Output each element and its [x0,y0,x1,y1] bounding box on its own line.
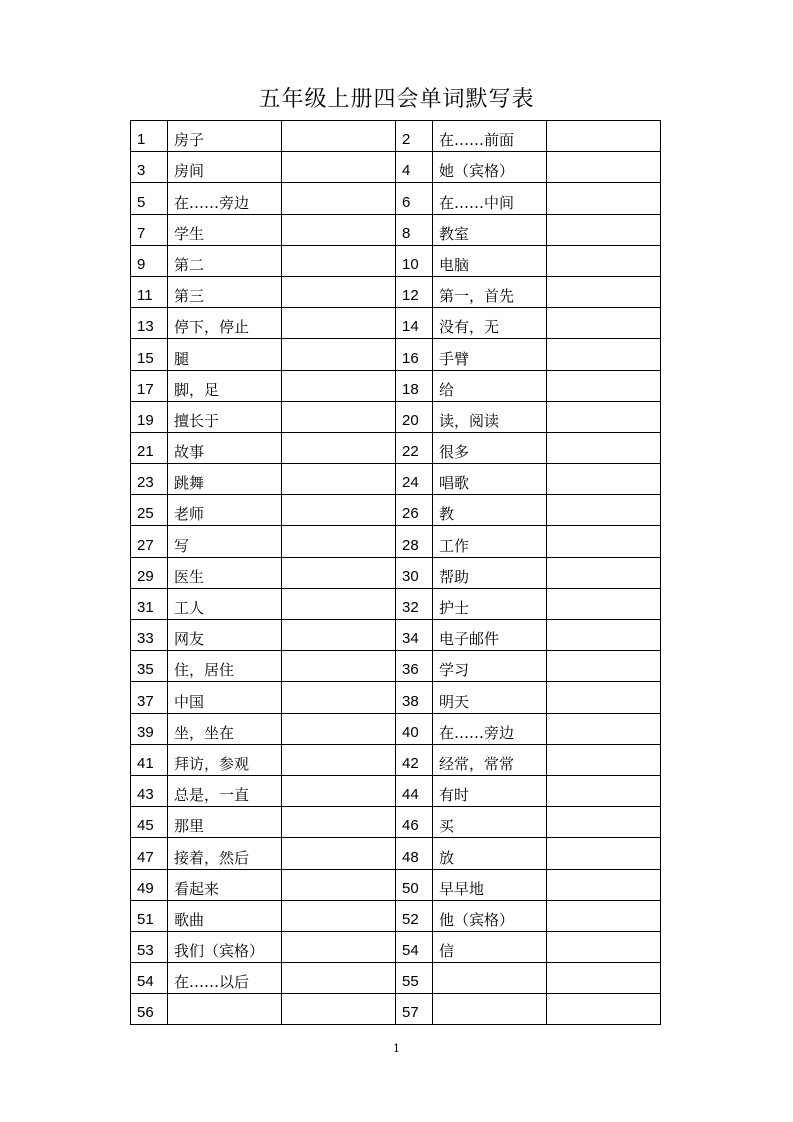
table-row [131,807,661,838]
table-row [131,557,661,588]
item-number: 9 [131,245,168,276]
answer-cell[interactable] [282,339,396,370]
item-number: 54 [131,963,168,994]
item-number: 42 [396,744,433,775]
chinese-word: 很多 [433,432,547,463]
item-number: 49 [131,869,168,900]
chinese-word: 唱歌 [433,464,547,495]
answer-cell[interactable] [547,495,661,526]
answer-cell[interactable] [547,339,661,370]
item-number: 53 [131,931,168,962]
item-number: 2 [396,121,433,152]
chinese-word: 在……前面 [433,121,547,152]
item-number: 18 [396,370,433,401]
answer-cell[interactable] [282,775,396,806]
item-number: 26 [396,495,433,526]
table-row [131,276,661,307]
item-number: 22 [396,432,433,463]
item-number: 12 [396,276,433,307]
table-row [131,308,661,339]
item-number: 38 [396,682,433,713]
vocabulary-table-body [131,121,661,1025]
item-number: 13 [131,308,168,339]
table-row [131,183,661,214]
item-number: 19 [131,401,168,432]
item-number: 47 [131,838,168,869]
chinese-word: 信 [433,931,547,962]
chinese-word: 学生 [168,214,282,245]
answer-cell[interactable] [282,838,396,869]
item-number: 8 [396,214,433,245]
chinese-word: 放 [433,838,547,869]
item-number: 17 [131,370,168,401]
table-row [131,588,661,619]
chinese-word: 拜访，参观 [168,744,282,775]
chinese-word: 房子 [168,121,282,152]
table-row [131,900,661,931]
chinese-word: 学习 [433,651,547,682]
answer-cell[interactable] [282,557,396,588]
answer-cell[interactable] [282,900,396,931]
answer-cell[interactable] [282,245,396,276]
answer-cell[interactable] [282,370,396,401]
item-number: 14 [396,308,433,339]
answer-cell[interactable] [282,401,396,432]
item-number: 5 [131,183,168,214]
answer-cell[interactable] [282,152,396,183]
answer-cell[interactable] [547,432,661,463]
chinese-word: 老师 [168,495,282,526]
answer-cell[interactable] [547,931,661,962]
answer-cell[interactable] [547,464,661,495]
chinese-word: 电脑 [433,245,547,276]
chinese-word: 那里 [168,807,282,838]
item-number: 24 [396,464,433,495]
item-number: 51 [131,900,168,931]
answer-cell[interactable] [547,744,661,775]
item-number: 20 [396,401,433,432]
page-number: 1 [393,1042,400,1055]
item-number: 29 [131,557,168,588]
table-row [131,339,661,370]
chinese-word: 早早地 [433,869,547,900]
answer-cell[interactable] [547,401,661,432]
chinese-word: 总是，一直 [168,775,282,806]
answer-cell[interactable] [547,183,661,214]
table-row [131,152,661,183]
answer-cell[interactable] [282,682,396,713]
item-number: 55 [396,963,433,994]
table-row [131,682,661,713]
chinese-word: 我们（宾格） [168,931,282,962]
item-number: 41 [131,744,168,775]
item-number: 32 [396,588,433,619]
item-number: 25 [131,495,168,526]
item-number: 1 [131,121,168,152]
chinese-word: 买 [433,807,547,838]
chinese-word: 明天 [433,682,547,713]
chinese-word: 在……以后 [168,963,282,994]
chinese-word: 护士 [433,588,547,619]
table-row [131,401,661,432]
answer-cell[interactable] [282,994,396,1025]
chinese-word: 跳舞 [168,464,282,495]
answer-cell[interactable] [282,432,396,463]
item-number: 43 [131,775,168,806]
chinese-word: 擅长于 [168,401,282,432]
item-number: 44 [396,775,433,806]
item-number: 28 [396,526,433,557]
chinese-word: 教室 [433,214,547,245]
chinese-word: 工作 [433,526,547,557]
answer-cell[interactable] [282,713,396,744]
chinese-word: 帮助 [433,557,547,588]
chinese-word: 在……中间 [433,183,547,214]
table-row [131,963,661,994]
chinese-word: 有时 [433,775,547,806]
chinese-word: 在……旁边 [168,183,282,214]
answer-cell[interactable] [282,744,396,775]
item-number: 37 [131,682,168,713]
chinese-word: 停下，停止 [168,308,282,339]
answer-cell[interactable] [547,869,661,900]
item-number: 39 [131,713,168,744]
chinese-word: 医生 [168,557,282,588]
answer-cell[interactable] [282,183,396,214]
answer-cell[interactable] [547,651,661,682]
chinese-word: 没有，无 [433,308,547,339]
chinese-word: 第一，首先 [433,276,547,307]
answer-cell[interactable] [547,620,661,651]
item-number: 45 [131,807,168,838]
chinese-word: 他（宾格） [433,900,547,931]
table-row [131,931,661,962]
table-row [131,869,661,900]
item-number: 6 [396,183,433,214]
answer-cell[interactable] [282,276,396,307]
answer-cell[interactable] [547,214,661,245]
chinese-word: 接着，然后 [168,838,282,869]
answer-cell[interactable] [547,121,661,152]
item-number: 7 [131,214,168,245]
item-number: 21 [131,432,168,463]
answer-cell[interactable] [547,775,661,806]
item-number: 57 [396,994,433,1025]
answer-cell[interactable] [547,588,661,619]
chinese-word: 故事 [168,432,282,463]
table-row [131,651,661,682]
answer-cell[interactable] [547,838,661,869]
item-number: 46 [396,807,433,838]
item-number: 54 [396,931,433,962]
item-number: 36 [396,651,433,682]
answer-cell[interactable] [547,276,661,307]
item-number: 40 [396,713,433,744]
item-number: 15 [131,339,168,370]
answer-cell[interactable] [547,994,661,1025]
table-row [131,432,661,463]
chinese-word: 在……旁边 [433,713,547,744]
chinese-word: 歌曲 [168,900,282,931]
table-row [131,214,661,245]
chinese-word [433,963,547,994]
chinese-word: 手臂 [433,339,547,370]
item-number: 48 [396,838,433,869]
answer-cell[interactable] [282,526,396,557]
chinese-word [168,994,282,1025]
item-number: 33 [131,620,168,651]
chinese-word: 第三 [168,276,282,307]
answer-cell[interactable] [547,963,661,994]
chinese-word: 腿 [168,339,282,370]
item-number: 4 [396,152,433,183]
item-number: 31 [131,588,168,619]
chinese-word: 网友 [168,620,282,651]
chinese-word: 电子邮件 [433,620,547,651]
table-row [131,713,661,744]
item-number: 35 [131,651,168,682]
table-row [131,744,661,775]
answer-cell[interactable] [282,651,396,682]
vocabulary-table [130,120,661,1025]
answer-cell[interactable] [547,526,661,557]
answer-cell[interactable] [547,308,661,339]
table-row [131,994,661,1025]
chinese-word: 中国 [168,682,282,713]
chinese-word: 房间 [168,152,282,183]
item-number: 27 [131,526,168,557]
answer-cell[interactable] [282,869,396,900]
answer-cell[interactable] [547,245,661,276]
answer-cell[interactable] [547,713,661,744]
answer-cell[interactable] [547,682,661,713]
item-number: 11 [131,276,168,307]
answer-cell[interactable] [547,557,661,588]
page-title: 五年级上册四会单词默写表 [258,87,535,112]
item-number: 34 [396,620,433,651]
answer-cell[interactable] [547,370,661,401]
chinese-word [433,994,547,1025]
answer-cell[interactable] [282,464,396,495]
chinese-word: 脚，足 [168,370,282,401]
answer-cell[interactable] [282,495,396,526]
chinese-word: 给 [433,370,547,401]
chinese-word: 工人 [168,588,282,619]
answer-cell[interactable] [282,308,396,339]
table-row [131,620,661,651]
chinese-word: 坐，坐在 [168,713,282,744]
answer-cell[interactable] [282,214,396,245]
item-number: 3 [131,152,168,183]
chinese-word: 住，居住 [168,651,282,682]
chinese-word: 读，阅读 [433,401,547,432]
item-number: 10 [396,245,433,276]
answer-cell[interactable] [547,807,661,838]
table-row [131,121,661,152]
table-row [131,526,661,557]
item-number: 16 [396,339,433,370]
answer-cell[interactable] [282,588,396,619]
table-row [131,370,661,401]
table-row [131,245,661,276]
table-row [131,838,661,869]
answer-cell[interactable] [282,620,396,651]
chinese-word: 经常，常常 [433,744,547,775]
answer-cell[interactable] [282,121,396,152]
chinese-word: 她（宾格） [433,152,547,183]
item-number: 56 [131,994,168,1025]
answer-cell[interactable] [282,963,396,994]
item-number: 30 [396,557,433,588]
answer-cell[interactable] [282,931,396,962]
table-row [131,775,661,806]
chinese-word: 教 [433,495,547,526]
chinese-word: 第二 [168,245,282,276]
item-number: 52 [396,900,433,931]
answer-cell[interactable] [282,807,396,838]
table-row [131,464,661,495]
answer-cell[interactable] [547,152,661,183]
item-number: 50 [396,869,433,900]
answer-cell[interactable] [547,900,661,931]
table-row [131,495,661,526]
chinese-word: 看起来 [168,869,282,900]
item-number: 23 [131,464,168,495]
chinese-word: 写 [168,526,282,557]
